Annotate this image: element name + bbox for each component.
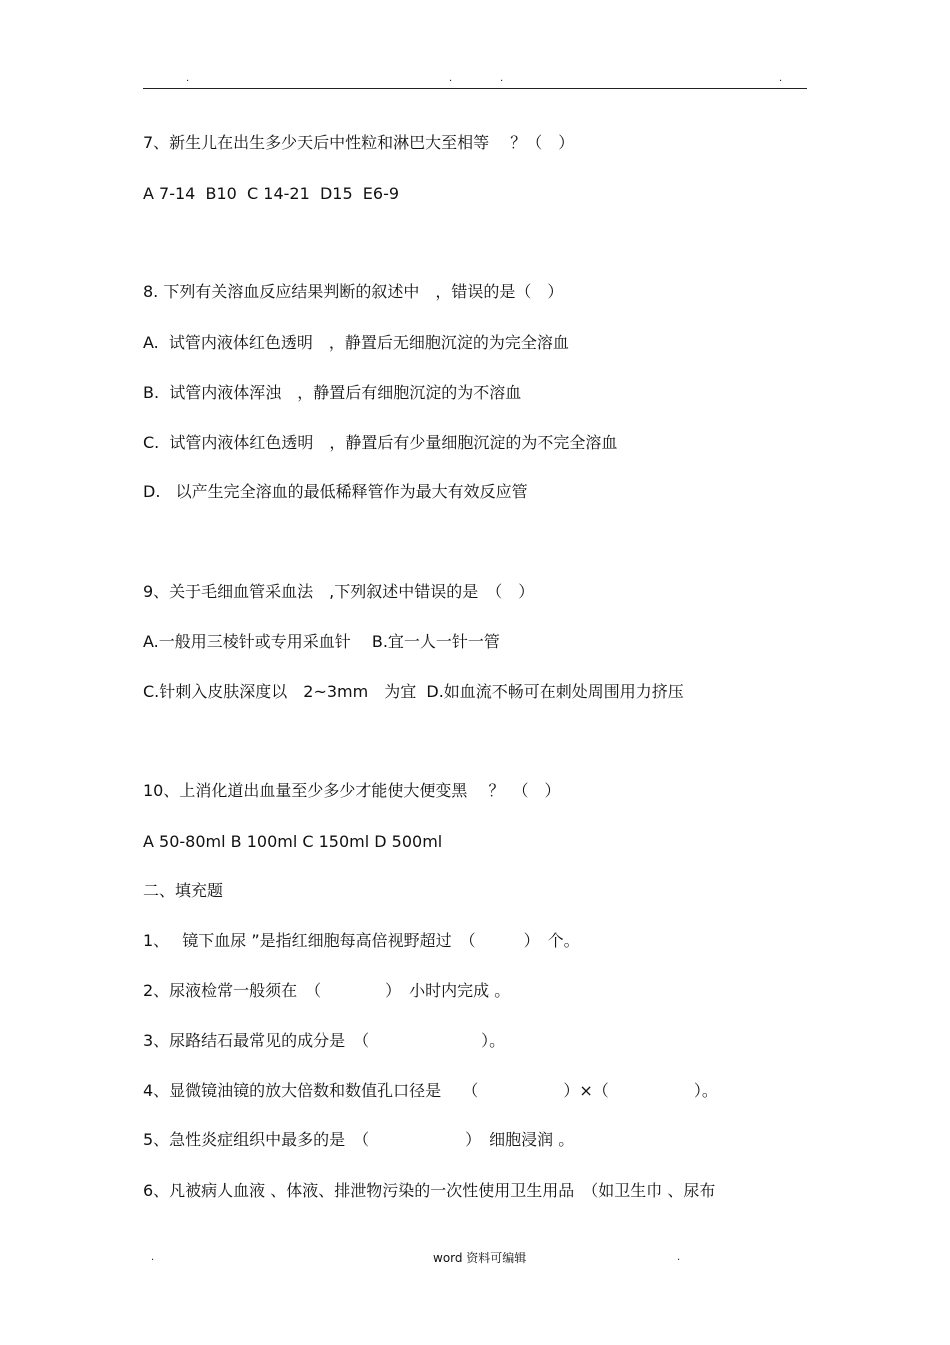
question-8-option-b: B. 试管内液体浑浊 ，静置后有细胞沉淀的为不溶血 (143, 383, 522, 402)
fill-item-2: 2、尿液检常一般须在 （ ） 小时内完成 。 (143, 981, 511, 1000)
section-heading: 二、填充题 (143, 881, 224, 900)
fill-item-5: 5、急性炎症组织中最多的是 （ ） 细胞浸润 。 (143, 1130, 575, 1149)
footer-dot-left: . (151, 1252, 155, 1263)
footer-text: word 资料可编辑 (433, 1251, 527, 1265)
header-dot: . (449, 73, 453, 84)
question-10-options: A 50-80ml B 100ml C 150ml D 500ml (143, 832, 443, 851)
header-dot: . (779, 73, 783, 84)
question-9-options-ab: A.一般用三棱针或专用采血针 B.宜一人一针一管 (143, 632, 500, 651)
fill-item-6: 6、凡被病人血液 、体液、排泄物污染的一次性使用卫生用品 （如卫生巾 、尿布 (143, 1181, 716, 1200)
fill-item-4: 4、显微镜油镜的放大倍数和数值孔口径是 （ ）×（ ）。 (143, 1081, 718, 1100)
question-8-option-d: D. 以产生完全溶血的最低稀释管作为最大有效反应管 (143, 482, 528, 501)
header-dot: . (500, 73, 504, 84)
question-7: 7、新生儿在出生多少天后中性粒和淋巴大至相等 ？（ ） (143, 133, 575, 152)
fill-item-3: 3、尿路结石最常见的成分是 （ ）。 (143, 1031, 506, 1050)
question-8-option-c: C. 试管内液体红色透明 ，静置后有少量细胞沉淀的为不完全溶血 (143, 433, 618, 452)
header-rule (143, 88, 807, 89)
question-10: 10、上消化道出血量至少多少才能使大便变黑 ？ （ ） (143, 781, 561, 800)
footer-dot-right: . (677, 1252, 681, 1263)
question-9: 9、关于毛细血管采血法 ,下列叙述中错误的是 （ ） (143, 582, 535, 601)
question-8: 8. 下列有关溶血反应结果判断的叙述中 ，错误的是（ ） (143, 282, 564, 301)
fill-item-1: 1、 镜下血尿 ”是指红细胞每高倍视野超过 （ ） 个。 (143, 931, 580, 950)
question-8-option-a: A. 试管内液体红色透明 ，静置后无细胞沉淀的为完全溶血 (143, 333, 569, 352)
header-dot: . (186, 73, 190, 84)
question-7-options: A 7-14 B10 C 14-21 D15 E6-9 (143, 184, 400, 203)
question-9-options-cd: C.针刺入皮肤深度以 2~3mm 为宜 D.如血流不畅可在刺处周围用力挤压 (143, 682, 684, 701)
